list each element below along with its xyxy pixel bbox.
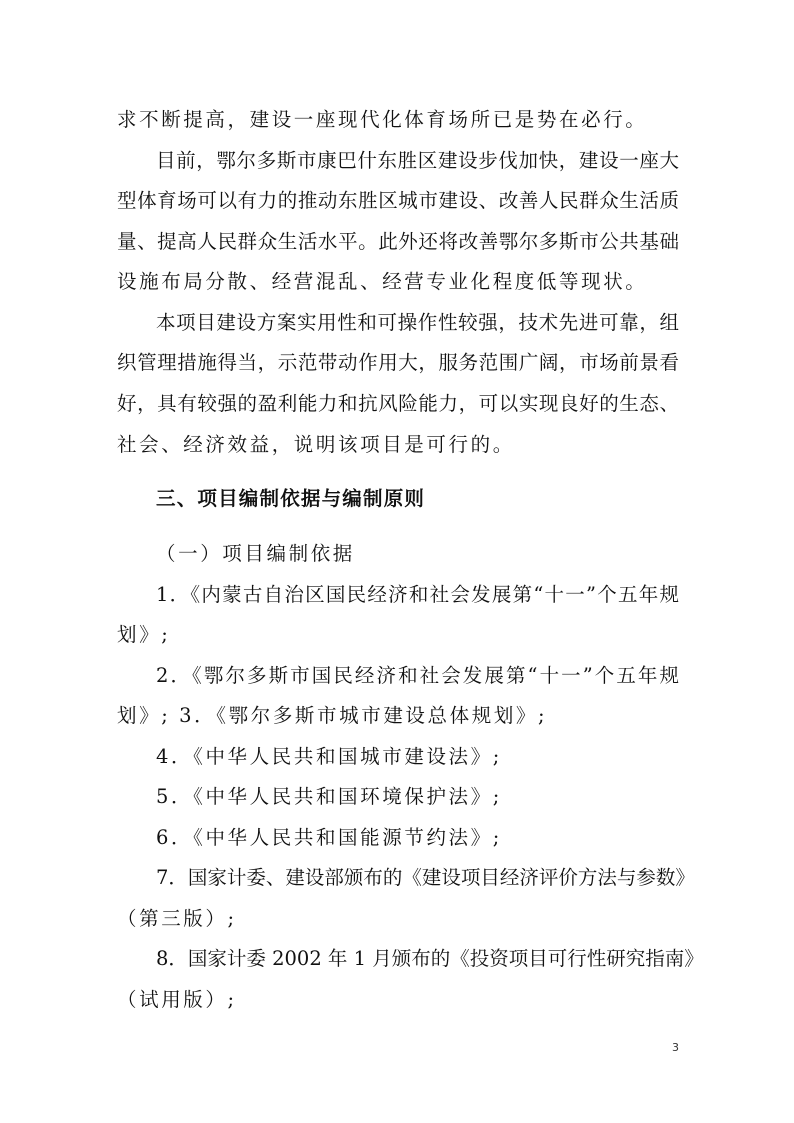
list-item-continuation: 划》; xyxy=(117,623,171,646)
list-item: 2．《鄂尔多斯市国民经济和社会发展第“十一”个五年规 xyxy=(156,664,679,687)
paragraph-line: 社会、经济效益，说明该项目是可行的。 xyxy=(117,433,515,456)
paragraph-line: 本项目建设方案实用性和可操作性较强，技术先进可靠，组 xyxy=(156,311,679,334)
paragraph-line: 织管理措施得当，示范带动作用大，服务范围广阔，市场前景看 xyxy=(117,351,679,374)
list-item: 1．《内蒙古自治区国民经济和社会发展第“十一”个五年规 xyxy=(156,583,679,606)
list-item: 5．《中华人民共和国环境保护法》; xyxy=(156,785,502,808)
paragraph-line: 型体育场可以有力的推动东胜区城市建设、改善人民群众生活质 xyxy=(117,189,679,212)
subsection-heading: （一）项目编制依据 xyxy=(156,542,355,565)
paragraph-line: 求不断提高，建设一座现代化体育场所已是势在必行。 xyxy=(117,108,648,131)
list-item-continuation: （试用版）; xyxy=(117,988,237,1011)
paragraph-line: 好，具有较强的盈利能力和抗风险能力，可以实现良好的生态、 xyxy=(117,392,679,415)
page-number: 3 xyxy=(672,1041,679,1054)
list-item: 4．《中华人民共和国城市建设法》; xyxy=(156,745,502,768)
list-item: 7．国家计委、建设部颁布的《建设项目经济评价方法与参数》 xyxy=(156,866,695,889)
list-item-continuation: （第三版）; xyxy=(117,907,237,930)
paragraph-line: 设施布局分散、经营混乱、经营专业化程度低等现状。 xyxy=(117,270,648,293)
section-heading: 三、项目编制依据与编制原则 xyxy=(156,487,426,510)
paragraph-line: 目前，鄂尔多斯市康巴什东胜区建设步伐加快，建设一座大 xyxy=(156,149,679,172)
paragraph-line: 量、提高人民群众生活水平。此外还将改善鄂尔多斯市公共基础 xyxy=(117,230,679,253)
list-item: 6．《中华人民共和国能源节约法》; xyxy=(156,826,502,849)
list-item: 8．国家计委 2002 年 1 月颁布的《投资项目可行性研究指南》 xyxy=(156,947,704,970)
list-item-continuation: 划》; 3．《鄂尔多斯市城市建设总体规划》; xyxy=(117,704,548,727)
